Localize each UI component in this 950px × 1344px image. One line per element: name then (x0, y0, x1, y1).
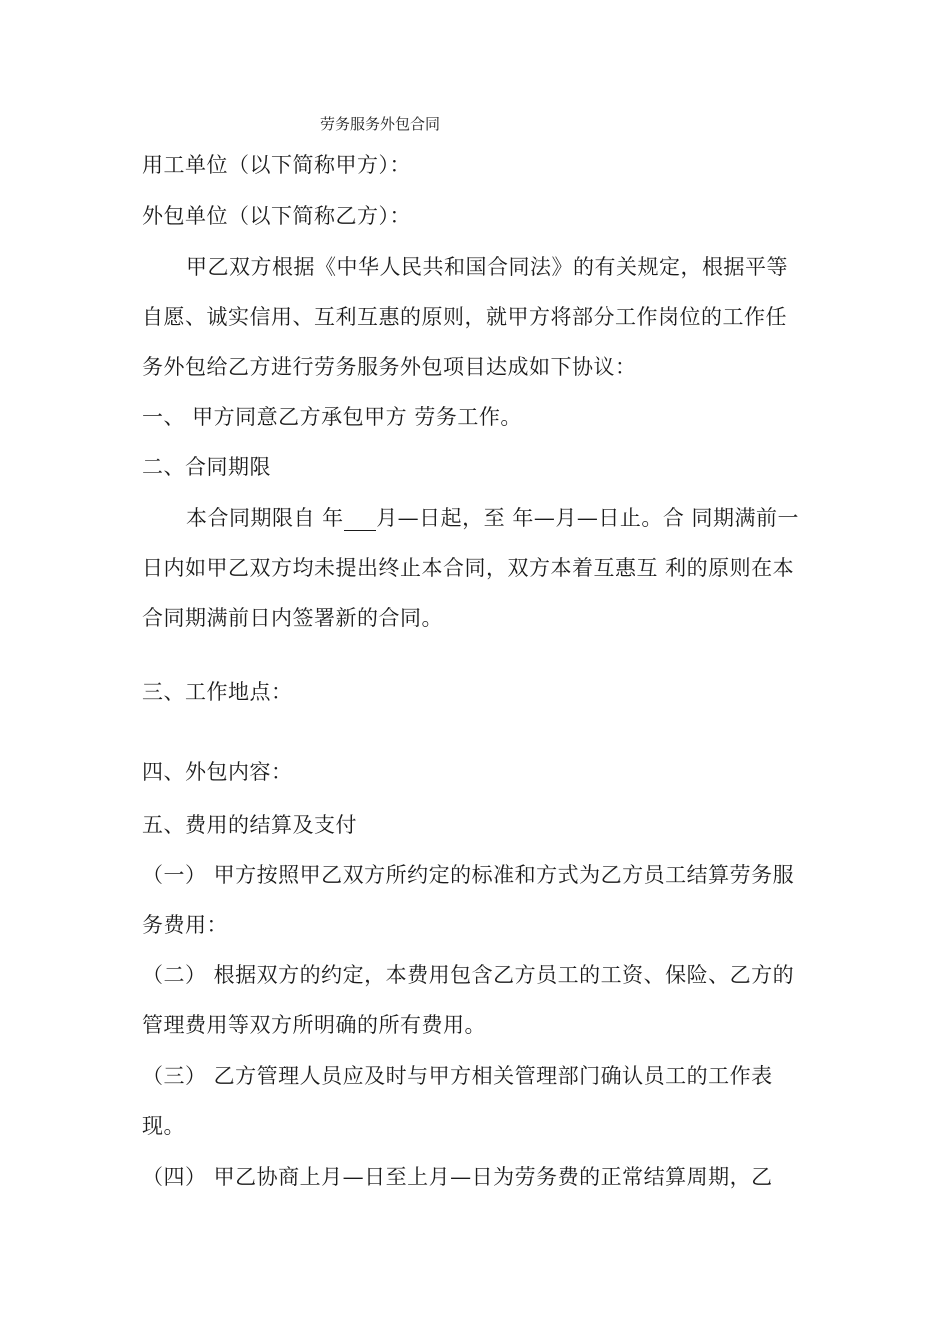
item-2-line-2: 管理费用等双方所明确的所有费用。 (142, 1013, 486, 1037)
term-line-1-start: 本合同期限自 年 (186, 506, 344, 530)
term-line-1-end: 月—日起，至 年—月—日止。合 同期满前一 (376, 506, 800, 530)
item-1-line-2: 务费用： (142, 913, 228, 937)
item-2-line-1: （二） 根据双方的约定，本费用包含乙方员工的工资、保险、乙方的 (142, 963, 795, 987)
contractor-line: 外包单位（以下简称乙方）： (142, 204, 411, 228)
clause-1: 一、 甲方同意乙方承包甲方 劳务工作。 (142, 405, 522, 429)
clause-2-heading: 二、合同期限 (142, 455, 271, 479)
preamble-line-2: 自愿、诚实信用、互利互惠的原则，就甲方将部分工作岗位的工作任 (142, 305, 787, 329)
term-line-3: 合同期满前日内签署新的合同。 (142, 606, 443, 630)
year-blank (344, 506, 377, 531)
clause-4-heading: 四、外包内容： (142, 760, 293, 784)
clause-5-heading: 五、费用的结算及支付 (142, 813, 357, 837)
item-3-line-2: 现。 (142, 1114, 185, 1138)
item-4-line-1: （四） 甲乙协商上月—日至上月—日为劳务费的正常结算周期，乙 (142, 1165, 773, 1189)
employer-line: 用工单位（以下简称甲方）： (142, 153, 411, 177)
item-1-line-1: （一） 甲方按照甲乙双方所约定的标准和方式为乙方员工结算劳务服 (142, 863, 795, 887)
clause-3-heading: 三、工作地点： (142, 680, 293, 704)
term-line-1 (186, 503, 799, 533)
preamble-line-3: 务外包给乙方进行劳务服务外包项目达成如下协议： (142, 355, 637, 379)
term-line-2: 日内如甲乙双方均未提出终止本合同，双方本着互惠互 利的原则在本 (142, 556, 795, 580)
item-3-line-1: （三） 乙方管理人员应及时与甲方相关管理部门确认员工的工作表 (142, 1064, 773, 1088)
document-title: 劳务服务外包合同 (320, 115, 441, 133)
preamble-line-1: 甲乙双方根据《中华人民共和国合同法》的有关规定，根据平等 (186, 255, 788, 279)
